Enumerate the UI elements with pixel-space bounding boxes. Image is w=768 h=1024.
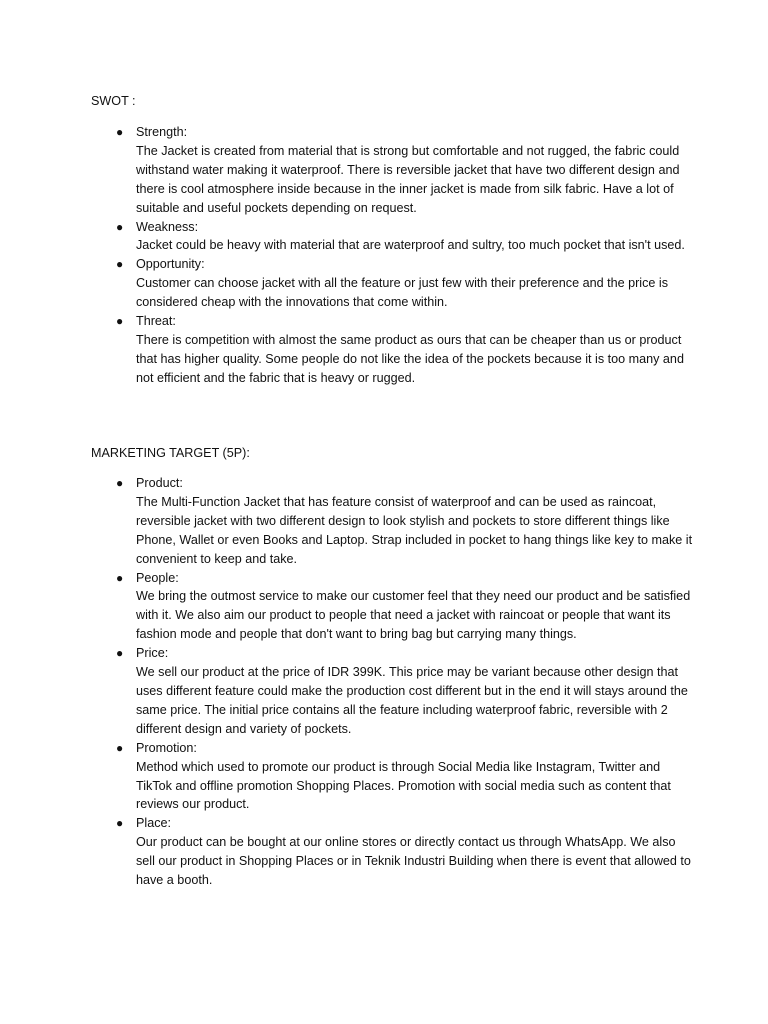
swot-item-body: Jacket could be heavy with material that are waterproof and sultry, too much pocket that isn't used.	[136, 238, 685, 253]
swot-item-strength	[116, 123, 696, 218]
marketing-item-product	[116, 474, 696, 569]
bullet-icon: ●	[116, 570, 124, 585]
swot-item-weakness	[116, 218, 696, 256]
marketing-item-body: The Multi-Function Jacket that has feature consist of waterproof and can be used as raincoat, reversible jacket with two different design to look stylish and pockets to store different things like Phone, Wallet or even Books and Laptop. Strap included in pocket to hang things like key to make it convenient to keep and take.	[136, 494, 693, 566]
bullet-icon: ●	[116, 740, 124, 755]
swot-item-body: There is competition with almost the same product as ours that can be cheaper than us or product that has higher quality. Some people do not like the idea of the pockets because it is too many and not efficient and the fabric that is heavy or rugged.	[136, 332, 684, 385]
bullet-icon: ●	[116, 219, 124, 234]
swot-item-body: The Jacket is created from material that is strong but comfortable and not rugged, the fabric could withstand water making it waterproof. There is reversible jacket that have two different design and there is cool atmosphere inside because in the inner jacket is made from silk fabric. Have a lot of suitable and useful pockets depending on request.	[136, 143, 680, 215]
swot-item-title: Threat:	[136, 314, 176, 329]
swot-item-title: Weakness:	[136, 219, 199, 234]
marketing-item-title: Price:	[136, 646, 169, 661]
marketing-target-list	[116, 474, 696, 890]
bullet-icon: ●	[116, 816, 124, 831]
swot-list	[116, 123, 696, 388]
swot-item-threat	[116, 312, 696, 388]
swot-item-body: Customer can choose jacket with all the feature or just few with their preference and the price is considered cheap with the innovations that come within.	[136, 276, 668, 310]
bullet-icon: ●	[116, 646, 124, 661]
swot-heading: SWOT :	[91, 94, 136, 108]
bullet-icon: ●	[116, 314, 124, 329]
marketing-item-people	[116, 569, 696, 645]
marketing-item-body: Our product can be bought at our online stores or directly contact us through WhatsApp. We also sell our product in Shopping Places or in Teknik Industri Building when there is event that allowed to have a booth.	[136, 835, 691, 888]
swot-item-title: Opportunity:	[136, 257, 205, 272]
marketing-target-heading: MARKETING TARGET (5P):	[91, 446, 250, 460]
marketing-item-place	[116, 814, 696, 890]
bullet-icon: ●	[116, 476, 124, 490]
marketing-item-price	[116, 644, 696, 739]
swot-item-opportunity	[116, 255, 696, 312]
bullet-icon: ●	[116, 257, 124, 272]
marketing-item-title: People:	[136, 570, 179, 585]
swot-item-title: Strength:	[136, 125, 188, 139]
bullet-icon: ●	[116, 125, 124, 139]
marketing-item-body: We bring the outmost service to make our customer feel that they need our product and be satisfied with it. We also aim our product to people that need a jacket with raincoat or people that want its fashion mode and people that don't want to bring bag but carrying many things.	[136, 589, 691, 642]
marketing-item-title: Place:	[136, 816, 172, 831]
marketing-item-title: Promotion:	[136, 740, 197, 755]
marketing-item-body: We sell our product at the price of IDR 399K. This price may be variant because other design that uses different feature could make the production cost different but in the end it will stays around the same price. The initial price contains all the feature including waterproof fabric, reversible with 2 different design and variety of pockets.	[136, 665, 688, 736]
marketing-item-promotion	[116, 739, 696, 815]
marketing-item-body: Method which used to promote our product is through Social Media like Instagram, Twitter and TikTok and offline promotion Shopping Places. Promotion with social media such as content that reviews our product.	[136, 759, 671, 812]
marketing-item-title: Product:	[136, 476, 183, 490]
